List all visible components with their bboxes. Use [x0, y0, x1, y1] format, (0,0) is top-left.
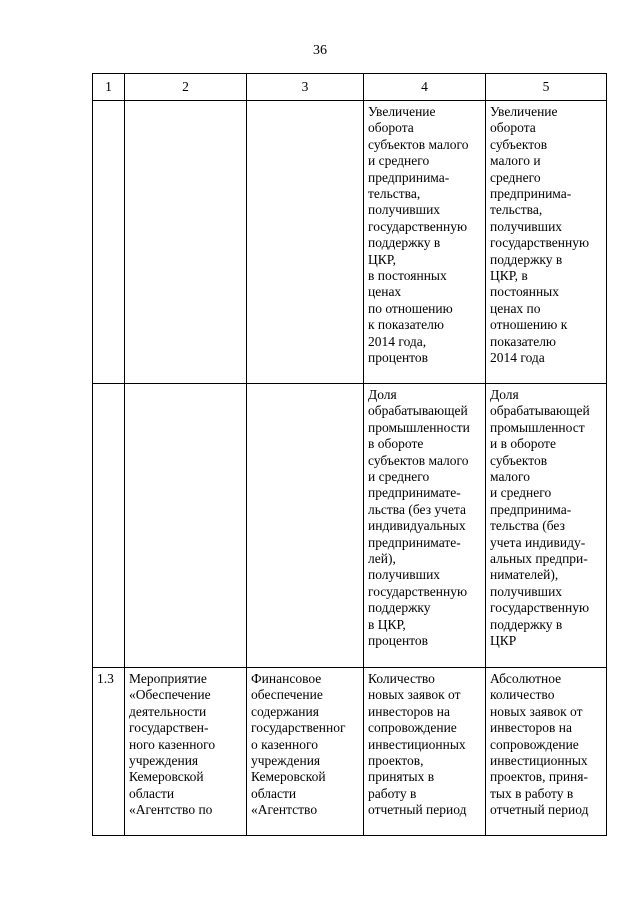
table-cell [247, 384, 364, 668]
column-header: 1 [93, 74, 125, 101]
table-cell: Увеличение оборота субъектов малого и среднего предпринима- тельства, получивших государственную поддержку в ЦКР, в постоянных ценах по отношению к показателю 2014 года [486, 101, 607, 384]
table-cell [93, 384, 125, 668]
table-row [93, 101, 607, 384]
table-row [93, 668, 607, 836]
column-header: 3 [247, 74, 364, 101]
table-cell [93, 101, 125, 384]
indicator-table [92, 73, 607, 836]
table-cell [247, 101, 364, 384]
table-cell [125, 384, 247, 668]
table-cell: Доля обрабатывающей промышленности в обороте субъектов малого и среднего предпринимате- льства (без учета индивидуальных предпринимате- лей), получивших государственную поддержку в ЦКР, процентов [364, 384, 486, 668]
table-cell [125, 101, 247, 384]
table-cell: Финансовое обеспечение содержания государственног о казенного учреждения Кемеровской области «Агентство [247, 668, 364, 836]
table-cell: Абсолютное количество новых заявок от инвесторов на сопровождение инвестиционных проектов, приня- тых в работу в отчетный период [486, 668, 607, 836]
table-cell: Мероприятие «Обеспечение деятельности государствен- ного казенного учреждения Кемеровской области «Агентство по [125, 668, 247, 836]
table-cell: Количество новых заявок от инвесторов на сопровождение инвестиционных проектов, принятых в работу в отчетный период [364, 668, 486, 836]
table-cell: Доля обрабатывающей промышленност и в обороте субъектов малого и среднего предпринима- тельства (без учета индивиду- альных предпри- нимателей), получивших государственную поддержку в ЦКР [486, 384, 607, 668]
column-header: 5 [486, 74, 607, 101]
table-header-row [93, 74, 607, 101]
column-header: 4 [364, 74, 486, 101]
column-header: 2 [125, 74, 247, 101]
table-cell: 1.3 [93, 668, 125, 836]
table-cell: Увеличение оборота субъектов малого и среднего предпринима- тельства, получивших государственную поддержку в ЦКР, в постоянных ценах по отношению к показателю 2014 года, процентов [364, 101, 486, 384]
table-row [93, 384, 607, 668]
page-number: 36 [313, 43, 327, 58]
